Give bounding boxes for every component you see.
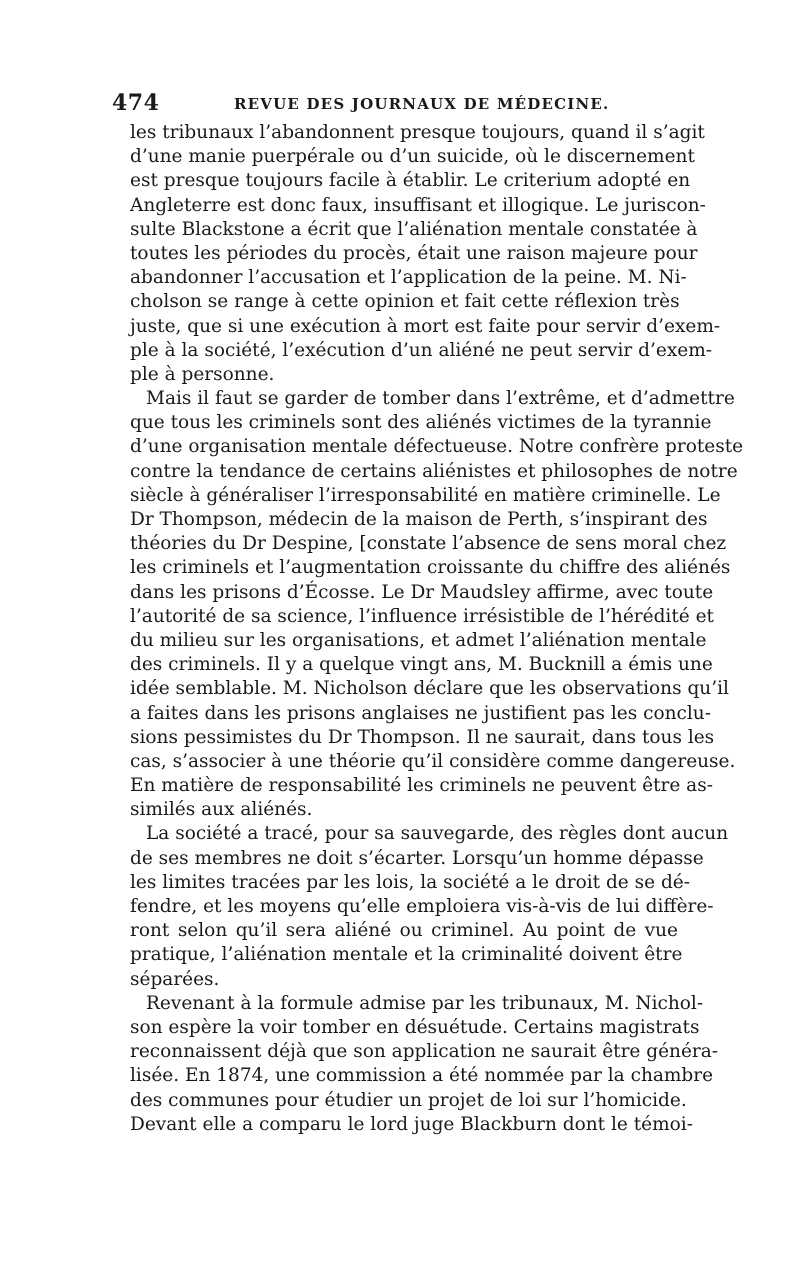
page-number: 474 [112, 90, 160, 116]
text-line: les tribunaux l’abandonnent presque toujours, quand il s’agit [130, 122, 705, 143]
text-line: les criminels et l’augmentation croissante du chiffre des aliénés [130, 557, 731, 579]
text-line: a faites dans les prisons anglaises ne justifient pas les conclu- [130, 702, 711, 724]
text-line: reconnaissent déjà que son application ne saurait être généra- [130, 1041, 719, 1063]
body-text [130, 121, 744, 1137]
text-line: théories du Dr Despine, [constate l’absence de sens moral chez [130, 533, 727, 555]
text-line: séparées. [130, 968, 220, 990]
text-line: sions pessimistes du Dr Thompson. Il ne saurait, dans tous les [130, 726, 715, 748]
text-line: sulte Blackstone a écrit que l’aliénation mentale constatée à [130, 218, 698, 240]
text-line: des criminels. Il y a quelque vingt ans, M. Bucknill a émis une [130, 654, 713, 676]
text-line: idée semblable. M. Nicholson déclare que les observations qu’il [130, 678, 729, 700]
text-line: pratique, l’aliénation mentale et la criminalité doivent être [130, 944, 683, 966]
text-line: cas, s’associer à une théorie qu’il considère comme dangereuse. [130, 750, 736, 772]
text-line: dans les prisons d’Écosse. Le Dr Maudsley affirme, avec toute [130, 581, 714, 603]
page-header [112, 88, 682, 118]
paragraph-start-line: Mais il faut se garder de tomber dans l’extrême, et d’admettre [146, 388, 735, 410]
text-line: est presque toujours facile à établir. Le criterium adopté en [130, 170, 691, 192]
text-line: abandonner l’accusation et l’application de la peine. M. Ni- [130, 267, 687, 289]
text-line: toutes les périodes du procès, était une raison majeure pour [130, 242, 698, 264]
text-line: lisée. En 1874, une commission a été nommée par la chambre [130, 1065, 714, 1087]
paragraph-start-line: La société a tracé, pour sa sauvegarde, des règles dont aucun [146, 823, 729, 845]
text-line: siècle à généraliser l’irresponsabilité en matière criminelle. Le [130, 484, 721, 506]
text-line: Devant elle a comparu le lord juge Blackburn dont le témoi- [130, 1113, 693, 1135]
text-line: fendre, et les moyens qu’elle emploiera vis-à-vis de lui diffère- [130, 896, 714, 917]
text-line: l’autorité de sa science, l’influence irrésistible de l’hérédité et [130, 605, 714, 627]
running-title: REVUE DES JOURNAUX DE MÉDECINE. [234, 95, 610, 113]
text-line: juste, que si une exécution à mort est faite pour servir d’exem- [130, 315, 721, 337]
text-line: les limites tracées par les lois, la société a le droit de se dé- [130, 871, 690, 893]
text-line: ront selon qu’il sera aliéné ou criminel. Au point de vue [130, 920, 678, 942]
text-line: de ses membres ne doit s’écarter. Lorsqu’un homme dépasse [130, 847, 704, 869]
text-line: contre la tendance de certains aliénistes et philosophes de notre [130, 460, 738, 482]
text-line: similés aux aliénés. [130, 799, 313, 821]
text-line: son espère la voir tomber en désuétude. Certains magistrats [130, 1016, 700, 1038]
text-line: du milieu sur les organisations, et admet l’aliénation mentale [130, 629, 707, 651]
text-line: cholson se range à cette opinion et fait cette réflexion très [130, 291, 680, 313]
text-line: ple à personne. [130, 363, 275, 385]
text-line: des communes pour étudier un projet de loi sur l’homicide. [130, 1089, 687, 1111]
text-line: d’une organisation mentale défectueuse. Notre confrère proteste [130, 436, 744, 458]
text-line: que tous les criminels sont des aliénés victimes de la tyrannie [130, 412, 712, 434]
text-line: ple à la société, l’exécution d’un aliéné ne peut servir d’exem- [130, 339, 712, 361]
text-line: Angleterre est donc faux, insuffisant et illogique. Le juriscon- [130, 194, 706, 216]
text-line: d’une manie puerpérale ou d’un suicide, où le discernement [130, 146, 695, 168]
text-line: Dr Thompson, médecin de la maison de Perth, s’inspirant des [130, 509, 708, 530]
text-line: En matière de responsabilité les criminels ne peuvent être as- [130, 775, 713, 797]
paragraph-start-line: Revenant à la formule admise par les tribunaux, M. Nichol- [146, 992, 704, 1014]
